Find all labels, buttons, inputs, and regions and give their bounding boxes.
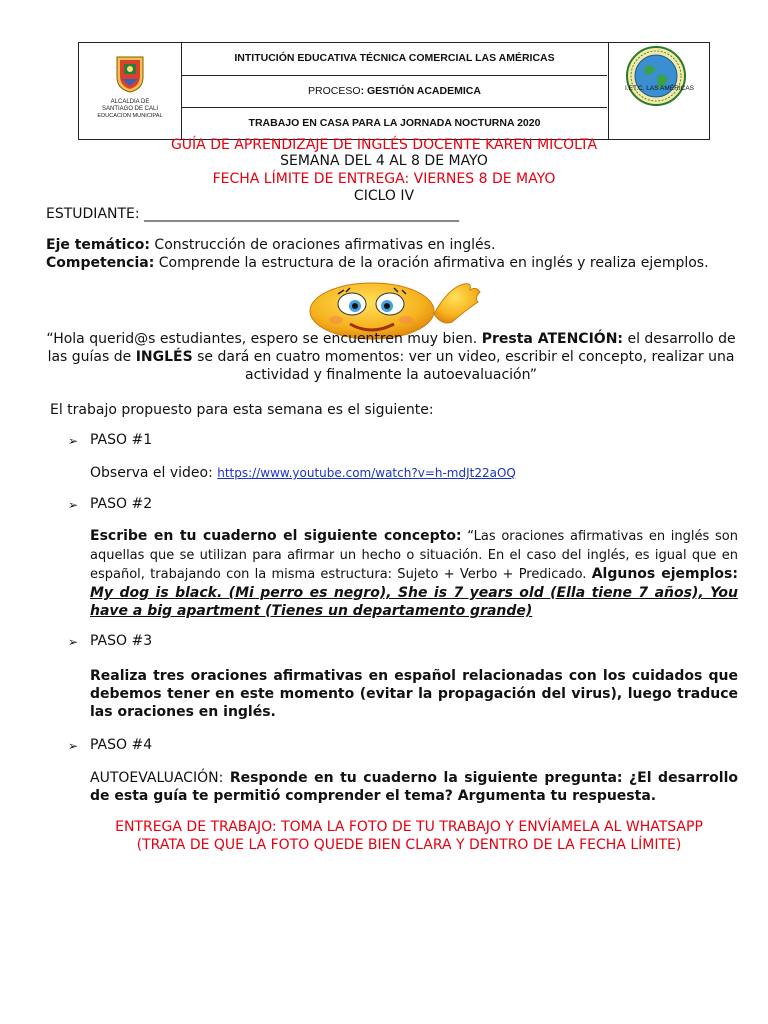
left-logo-caption-line-2: SANTIAGO DE CALI <box>101 106 158 112</box>
greeting-attention: Presta ATENCIÓN: <box>481 331 624 347</box>
school-globe-seal-icon <box>625 45 687 107</box>
step-2-instruction: Escribe en tu cuaderno el siguiente concepto: <box>90 528 462 544</box>
step-1-text: Observa el video: <box>90 465 218 481</box>
eje-label: Eje temático: <box>46 237 150 253</box>
greeting-part-3: se dará en cuatro momentos: ver un video, escribir el concepto, realizar una actividad y finalmente la autoevaluación” <box>192 349 735 383</box>
process-label: PROCESO <box>308 85 361 97</box>
bullet-arrow-icon: ➢ <box>68 739 79 753</box>
document-header-table <box>78 42 710 140</box>
cali-coat-of-arms-icon <box>115 55 145 93</box>
process-value: : GESTIÓN ACADEMICA <box>360 85 481 97</box>
intro-text: El trabajo propuesto para esta semana es el siguiente: <box>50 402 434 418</box>
student-line <box>46 205 459 223</box>
process-row <box>182 75 607 108</box>
competencia <box>46 254 709 272</box>
greeting-ingles: INGLÉS <box>135 349 193 365</box>
student-blank: _____________________________________________ <box>144 206 460 222</box>
delivery-instructions <box>0 818 768 854</box>
youtube-video-link[interactable]: https://www.youtube.com/watch?v=h-mdJt22aOQ <box>217 466 516 480</box>
step-4-text: Responde en tu cuaderno la siguiente pregunta: ¿El desarrollo de esta guía te permitió comprender el tema? Argumenta tu respuesta. <box>90 770 738 804</box>
step-2-examples-label: Algunos ejemplos: <box>591 566 738 582</box>
eje-text: Construcción de oraciones afirmativas en inglés. <box>149 237 496 253</box>
greeting-paragraph <box>46 330 736 384</box>
greeting-part-1: “Hola querid@s estudiantes, espero se encuentren muy bien. <box>46 331 482 347</box>
competencia-text: Comprende la estructura de la oración afirmativa en inglés y realiza ejemplos. <box>154 255 709 271</box>
step-2-title: PASO #2 <box>90 496 153 512</box>
right-logo-caption: I.ET.C. LAS AMÉRICAS <box>625 85 694 92</box>
left-logo-caption-line-1: ALCALDIA DE <box>110 99 150 105</box>
step-4-title: PASO #4 <box>90 737 153 753</box>
step-4-body <box>90 769 738 805</box>
step-1-body <box>90 464 738 482</box>
step-3-body: Realiza tres oraciones afirmativas en español relacionadas con los cuidados que debemos tener en este momento (evitar la propagación del virus), luego traduce las oraciones en inglés. <box>90 668 738 720</box>
step-2-concept: “Las oraciones afirmativas en inglés son aquellas que se utilizan para afirmar un hecho o situación. En el caso del inglés, es igual que en español, trabajando con la misma estructura: Sujeto + Verbo + Predicado. <box>90 529 738 582</box>
competencia-label: Competencia: <box>46 255 155 271</box>
step-2-body <box>90 527 738 620</box>
bullet-arrow-icon: ➢ <box>68 498 79 512</box>
delivery-line-2: (TRATA DE QUE LA FOTO QUEDE BIEN CLARA Y DENTRO DE LA FECHA LÍMITE) <box>136 837 682 853</box>
step-1-title: PASO #1 <box>90 432 153 448</box>
guide-title: GUÍA DE APRENDIZAJE DE INGLÉS DOCENTE KAREN MICOLTA <box>170 137 598 153</box>
step-4-label: AUTOEVALUACIÓN: <box>90 770 224 786</box>
institution-name: INTITUCIÓN EDUCATIVA TÉCNICA COMERCIAL LAS AMÉRICAS <box>234 52 555 64</box>
right-logo-cell <box>608 43 710 139</box>
work-title: TRABAJO EN CASA PARA LA JORNADA NOCTURNA 2020 <box>248 117 541 129</box>
left-logo-cell <box>79 43 182 139</box>
step-3-title: PASO #3 <box>90 633 153 649</box>
left-logo-caption <box>81 99 179 120</box>
deadline-title: FECHA LÍMITE DE ENTREGA: VIERNES 8 DE MAYO <box>212 171 556 187</box>
eje-tematico <box>46 236 495 254</box>
delivery-line-1: ENTREGA DE TRABAJO: TOMA LA FOTO DE TU TRABAJO Y ENVÍAMELA AL WHATSAPP <box>115 819 703 835</box>
left-logo-caption-line-3: EDUCACION MUNICIPAL <box>97 113 163 119</box>
greeting-part-2: el desarrollo de las guías de <box>47 331 736 365</box>
student-label: ESTUDIANTE: <box>46 206 140 222</box>
bullet-arrow-icon: ➢ <box>68 434 79 448</box>
step-2-examples: My dog is black. (Mi perro es negro), She is 7 years old (Ella tiene 7 años), You have a big apartment (Tienes un departamento grande) <box>90 585 738 619</box>
bullet-arrow-icon: ➢ <box>68 635 79 649</box>
week-title: SEMANA DEL 4 AL 8 DE MAYO <box>280 153 488 169</box>
cycle-title: CICLO IV <box>353 188 415 204</box>
